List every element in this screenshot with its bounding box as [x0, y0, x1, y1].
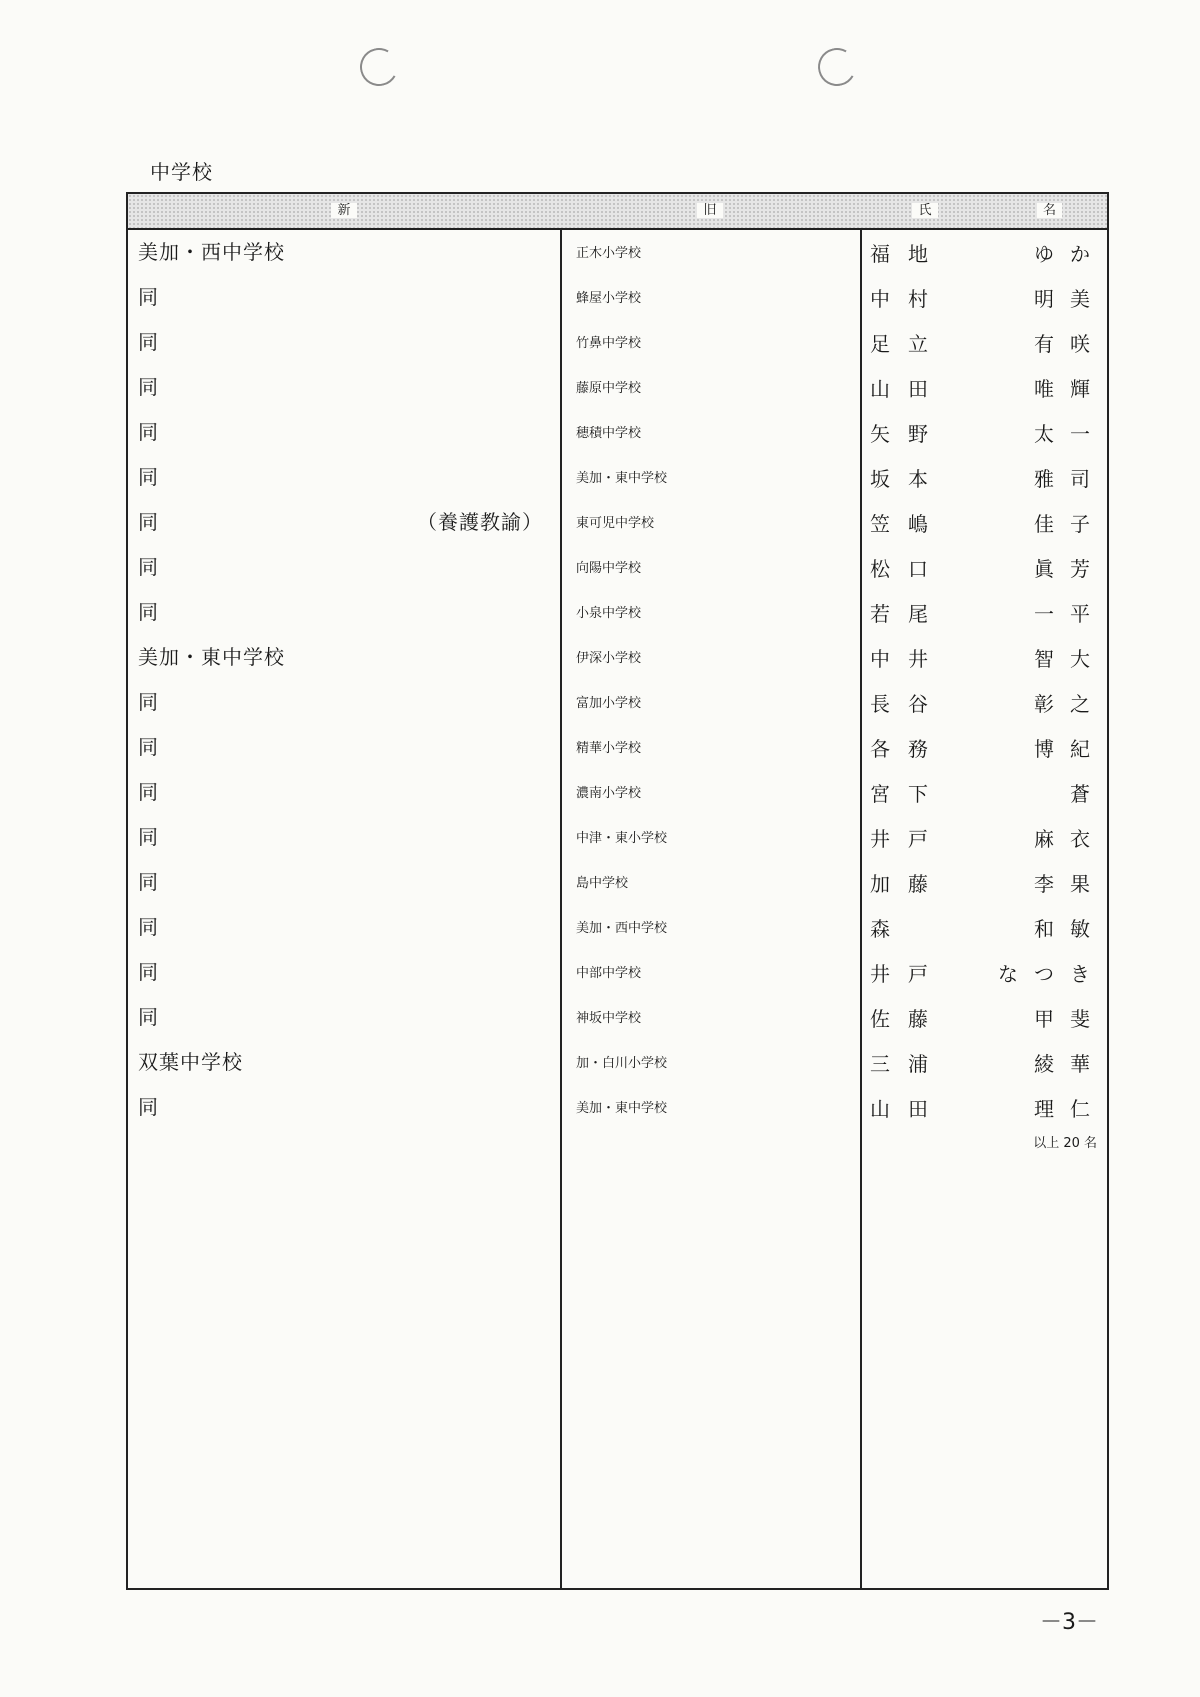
surname: 森: [870, 917, 908, 941]
old-school: 伊深小学校: [576, 651, 642, 666]
table-row: [128, 1040, 1107, 1085]
new-school: 同: [138, 600, 159, 624]
old-school: 美加・西中学校: [576, 921, 668, 936]
total-count: 以上 20 名: [1033, 1136, 1097, 1151]
given-name: なつき: [998, 962, 1106, 986]
old-school: 東可児中学校: [576, 516, 655, 531]
new-school: 同: [138, 780, 159, 804]
table-row: [128, 725, 1107, 770]
old-school: 島中学校: [576, 876, 629, 891]
old-school: 向陽中学校: [576, 561, 642, 576]
surname: 足立: [870, 332, 946, 356]
punch-hole-left: [356, 44, 403, 91]
given-name: 彰之: [1034, 692, 1106, 716]
surname: 各務: [870, 737, 946, 761]
total-row: [128, 1130, 1107, 1160]
table-row: [128, 680, 1107, 725]
given-name: 明美: [1034, 287, 1106, 311]
old-school: 中津・東小学校: [576, 831, 668, 846]
old-school: 濃南小学校: [576, 786, 642, 801]
surname: 笠嶋: [870, 512, 946, 536]
given-name: 綾華: [1034, 1052, 1106, 1076]
new-school: 同: [138, 285, 159, 309]
given-name: 一平: [1034, 602, 1106, 626]
table-row: [128, 995, 1107, 1040]
given-name: 佳子: [1034, 512, 1106, 536]
old-school: 美加・東中学校: [576, 1101, 668, 1116]
given-name: 博紀: [1034, 737, 1106, 761]
table-row: [128, 590, 1107, 635]
table-row: [128, 230, 1107, 275]
surname: 長谷: [870, 692, 946, 716]
table-row: [128, 365, 1107, 410]
given-name: ゆか: [1034, 242, 1106, 266]
given-name: 眞芳: [1034, 557, 1106, 581]
surname: 中村: [870, 287, 946, 311]
surname: 山田: [870, 377, 946, 401]
table-row: [128, 770, 1107, 815]
old-school: 小泉中学校: [576, 606, 642, 621]
role-note: （養護教諭）: [417, 510, 543, 534]
new-school: 同: [138, 330, 159, 354]
new-school: 同: [138, 960, 159, 984]
surname: 加藤: [870, 872, 946, 896]
page-number: －3－: [1040, 1610, 1098, 1635]
table-row: [128, 320, 1107, 365]
old-school: 穂積中学校: [576, 426, 642, 441]
surname: 坂本: [870, 467, 946, 491]
surname: 佐藤: [870, 1007, 946, 1031]
given-name: 太一: [1034, 422, 1106, 446]
section-title: 中学校: [150, 160, 213, 184]
old-school: 中部中学校: [576, 966, 642, 981]
new-school: 同: [138, 555, 159, 579]
old-school: 藤原中学校: [576, 381, 642, 396]
given-name: 智大: [1034, 647, 1106, 671]
surname: 矢野: [870, 422, 946, 446]
old-school: 富加小学校: [576, 696, 642, 711]
old-school: 美加・東中学校: [576, 471, 668, 486]
new-school: 同: [138, 690, 159, 714]
table-row: [128, 455, 1107, 500]
table-row: [128, 815, 1107, 860]
new-school: 双葉中学校: [138, 1050, 243, 1074]
new-school: 同: [138, 375, 159, 399]
old-school: 竹鼻中学校: [576, 336, 642, 351]
new-school: 同: [138, 420, 159, 444]
new-school: 美加・東中学校: [138, 645, 285, 669]
header-new: 新: [128, 194, 560, 228]
table-body: [128, 230, 1107, 1160]
table-row: [128, 500, 1107, 545]
surname: 宮下: [870, 782, 946, 806]
table-row: [128, 905, 1107, 950]
new-school: 同: [138, 825, 159, 849]
personnel-table: [126, 192, 1109, 1590]
surname: 中井: [870, 647, 946, 671]
given-name: 雅司: [1034, 467, 1106, 491]
old-school: 蜂屋小学校: [576, 291, 642, 306]
new-school: 美加・西中学校: [138, 240, 285, 264]
new-school: 同: [138, 1005, 159, 1029]
old-school: 正木小学校: [576, 246, 642, 261]
table-row: [128, 275, 1107, 320]
new-school: 同 （養護教諭）: [138, 506, 543, 535]
given-name: 有咲: [1034, 332, 1106, 356]
old-school: 精華小学校: [576, 741, 642, 756]
table-row: [128, 860, 1107, 905]
table-row: [128, 1085, 1107, 1130]
header-surname: 氏: [860, 194, 990, 228]
given-name: 李果: [1034, 872, 1106, 896]
given-name: 甲斐: [1034, 1007, 1106, 1031]
old-school: 神坂中学校: [576, 1011, 642, 1026]
surname: 井戸: [870, 827, 946, 851]
surname: 松口: [870, 557, 946, 581]
given-name: 理仁: [1034, 1097, 1106, 1121]
given-name: 唯輝: [1034, 377, 1106, 401]
table-row: [128, 410, 1107, 455]
punch-hole-right: [814, 44, 861, 91]
new-school: 同: [138, 915, 159, 939]
table-row: [128, 635, 1107, 680]
surname: 井戸: [870, 962, 946, 986]
header-given-name: 名: [990, 194, 1109, 228]
surname: 若尾: [870, 602, 946, 626]
given-name: 蒼: [1070, 782, 1106, 806]
given-name: 麻衣: [1034, 827, 1106, 851]
table-row: [128, 950, 1107, 995]
new-school: 同: [138, 465, 159, 489]
surname: 福地: [870, 242, 946, 266]
header-old: 旧: [560, 194, 860, 228]
surname: 山田: [870, 1097, 946, 1121]
new-school: 同: [138, 735, 159, 759]
table-header: [128, 194, 1107, 230]
given-name: 和敏: [1034, 917, 1106, 941]
surname: 三浦: [870, 1052, 946, 1076]
old-school: 加・白川小学校: [576, 1056, 668, 1071]
new-school: 同: [138, 870, 159, 894]
new-school: 同: [138, 1095, 159, 1119]
table-row: [128, 545, 1107, 590]
